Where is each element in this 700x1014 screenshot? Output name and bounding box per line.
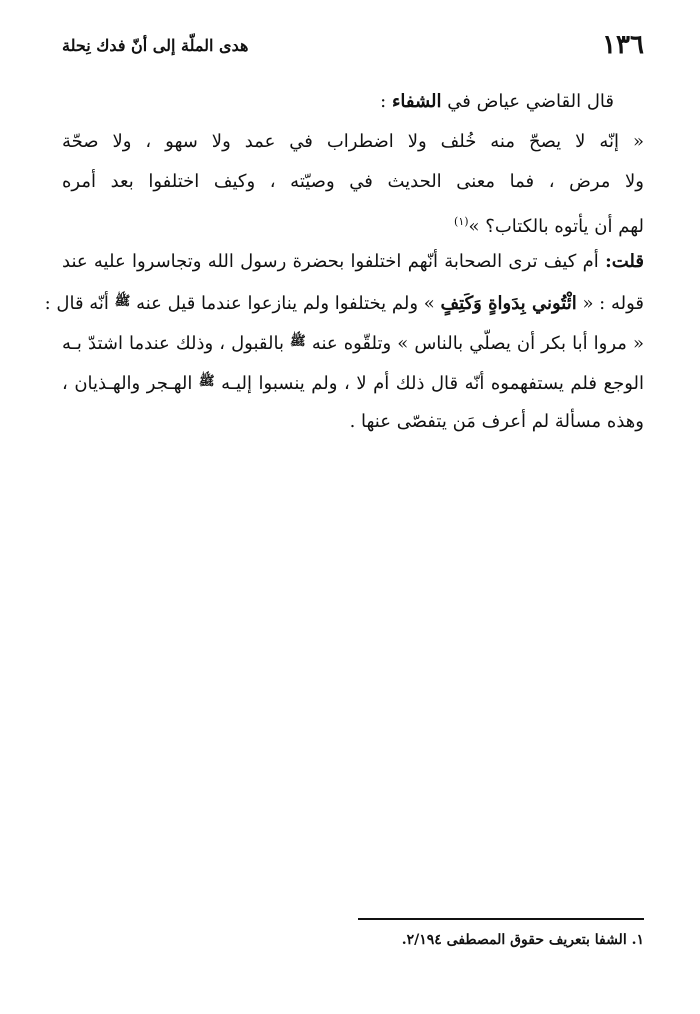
paragraph-line: [44, 282, 644, 322]
paragraph-text: بالقبول ، وذلك عندما اشتدّ بـه: [62, 333, 291, 354]
quote-line-last: [62, 202, 644, 242]
quote-last-text: لهم أن يأتوه بالكتاب؟ »: [468, 216, 644, 237]
paragraph-text: أنّه قال :: [44, 293, 115, 314]
quote-intro-end: :: [380, 91, 392, 112]
paragraph-text: الهـجر والهـذيان ،: [62, 373, 199, 394]
footnote: ١. الشفا بتعريف حقوق المصطفى ٢/١٩٤.: [401, 932, 644, 948]
page-body: [44, 82, 644, 442]
paragraph-line: [62, 322, 644, 362]
salawat-glyph: ﷺ: [198, 374, 215, 389]
paragraph-line: [62, 242, 644, 282]
salawat-glyph: ﷺ: [114, 294, 131, 309]
quote-source: الشفاء: [391, 91, 442, 112]
paragraph-text: « مروا أبا بكر أن يصلّي بالناس » وتلقّوه عنه: [305, 333, 644, 354]
quote-intro: [62, 82, 644, 122]
footnote-reference: (١): [454, 215, 469, 228]
paragraph-text: قوله : «: [576, 293, 644, 314]
quote-line: « إنّه لا يصحّ منه خُلف ولا اضطراب في عمد ولا سهو ، ولا صحّة: [62, 131, 644, 152]
running-header: [62, 30, 644, 60]
salawat-glyph: ﷺ: [290, 334, 306, 349]
paragraph-text: أم كيف ترى الصحابة أنّهم اختلفوا بحضرة رسول الله وتجاسروا عليه عند: [62, 251, 606, 272]
quote-intro-text: قال القاضي عياض في: [441, 91, 614, 112]
running-title: هدى الملّة إلى أنّ فدك نِحلة: [62, 35, 249, 55]
paragraph-text: » ولم يختلفوا ولم ينازعوا عندما قيل عنه: [130, 293, 441, 314]
paragraph-line: [62, 362, 644, 402]
hadith-text: ائْتُوني بِدَواةٍ وَكَتِفٍ: [440, 293, 577, 314]
paragraph-line-last: وهذه مسألة لم أعرف مَن يتفصّى عنها .: [349, 411, 644, 432]
quote-line: ولا مرض ، فما معنى الحديث في وصيّته ، وكيف اختلفوا بعد أمره: [62, 171, 644, 192]
qultu-lead: قلت:: [605, 251, 644, 272]
page-number: ١٣٦: [602, 30, 644, 60]
footnote-divider: [358, 918, 644, 920]
paragraph-text: الوجع فلم يستفهموه أنّه قال ذلك أم لا ، ولم ينسبوا إليـه: [214, 373, 644, 394]
